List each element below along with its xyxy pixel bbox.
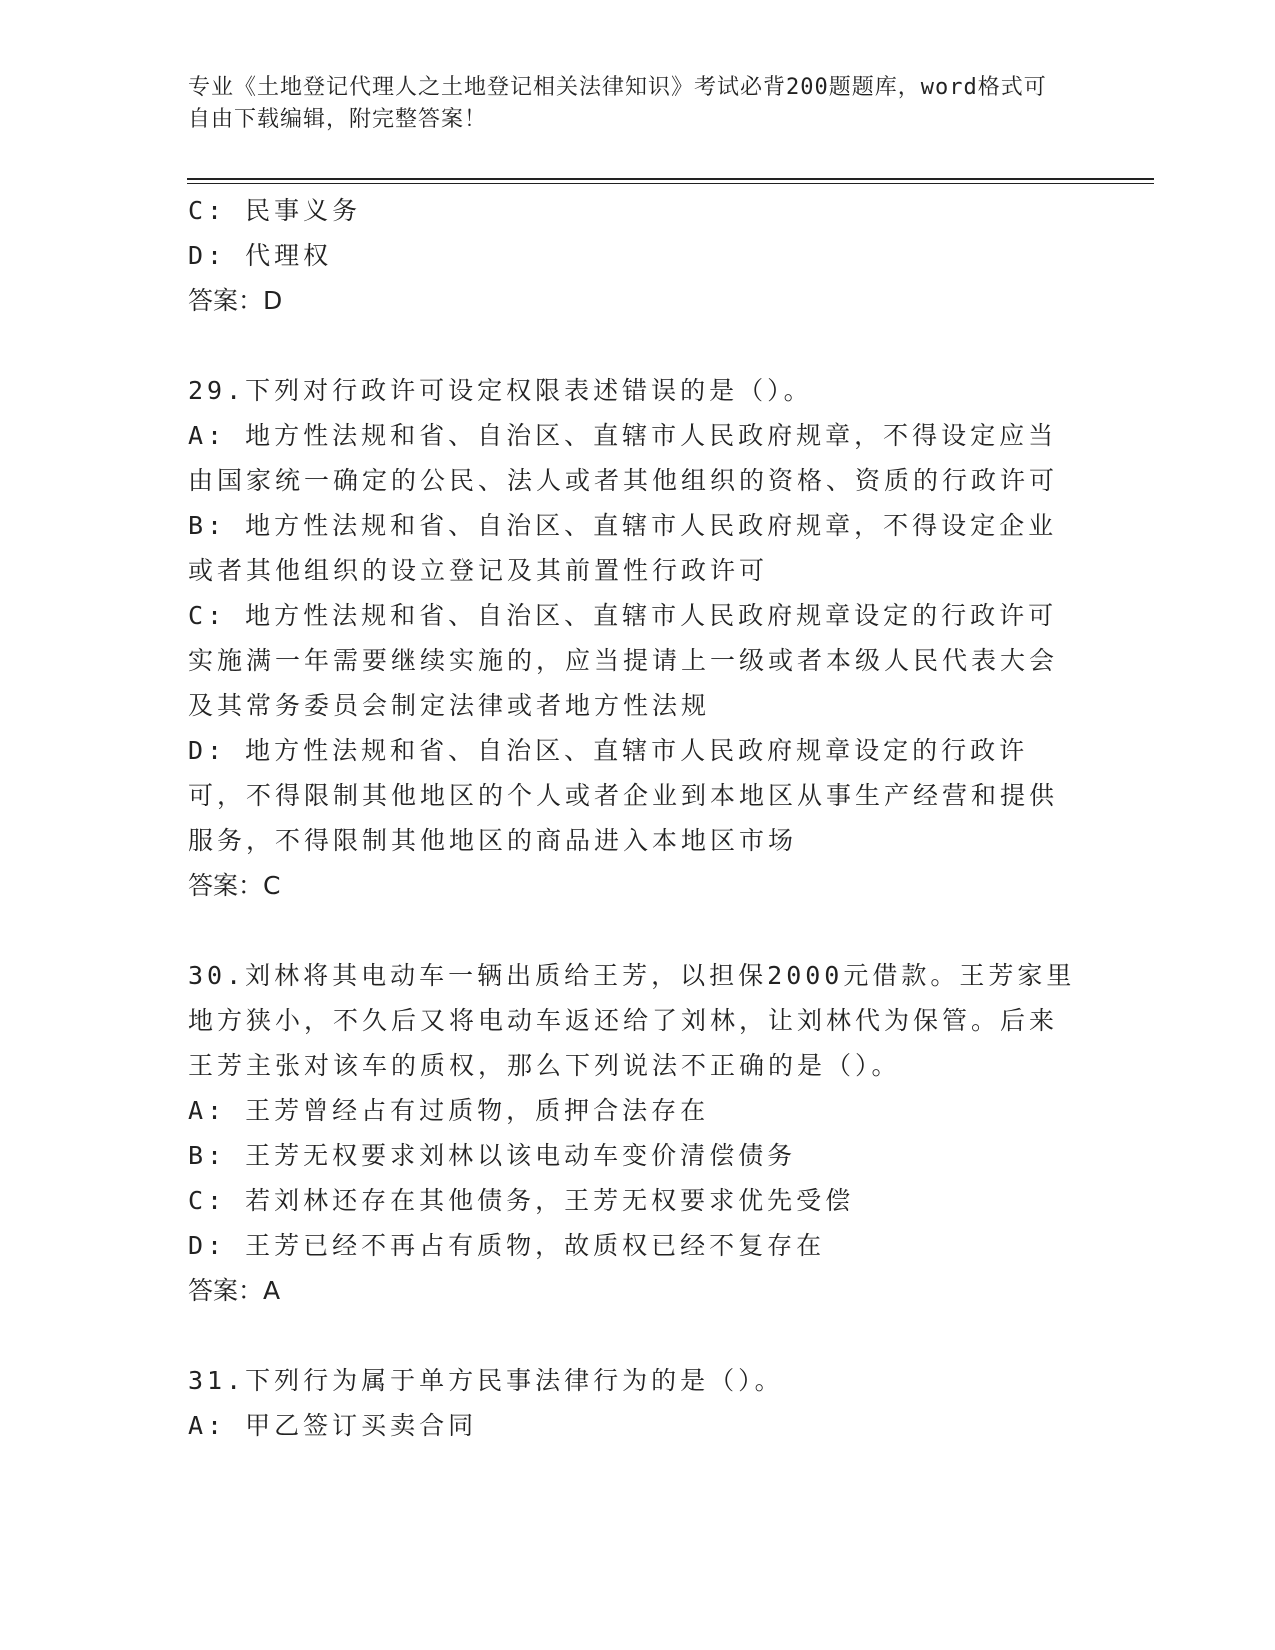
question-content (188, 188, 1078, 1448)
spacer (188, 323, 1078, 368)
q28-answer: 答案：D (188, 286, 283, 315)
spacer (188, 1313, 1078, 1358)
q30-option-b: B: 王芳无权要求刘林以该电动车变价清偿债务 (188, 1141, 797, 1170)
q30-option-c: C: 若刘林还存在其他债务，王芳无权要求优先受偿 (188, 1186, 855, 1215)
q29-option-c: C: 地方性法规和省、自治区、直辖市人民政府规章设定的行政许可实施满一年需要继续实施的，应当提请上一级或者本级人民代表大会及其常务委员会制定法律或者地方性法规 (188, 601, 1059, 720)
q30-question: 30.刘林将其电动车一辆出质给王芳，以担保2000元借款。王芳家里地方狭小，不久后又将电动车返还给了刘林，让刘林代为保管。后来王芳主张对该车的质权，那么下列说法不正确的是（）。 (188, 961, 1076, 1080)
q29-option-b: B: 地方性法规和省、自治区、直辖市人民政府规章，不得设定企业或者其他组织的设立登记及其前置性行政许可 (188, 511, 1058, 585)
q31-option-a: A: 甲乙签订买卖合同 (188, 1411, 478, 1440)
q30-answer: 答案：A (188, 1276, 281, 1305)
q28-option-c: C: 民事义务 (188, 196, 362, 225)
q30-option-d: D: 王芳已经不再占有质物，故质权已经不复存在 (188, 1231, 826, 1260)
q29-option-a: A: 地方性法规和省、自治区、直辖市人民政府规章，不得设定应当由国家统一确定的公民、法人或者其他组织的资格、资质的行政许可 (188, 421, 1059, 495)
q31-question: 31.下列行为属于单方民事法律行为的是（）。 (188, 1366, 784, 1395)
header-divider-thin (187, 183, 1154, 184)
q29-question: 29.下列对行政许可设定权限表述错误的是（）。 (188, 376, 813, 405)
document-header: 专业《土地登记代理人之土地登记相关法律知识》考试必背200题题库，word格式可自由下载编辑，附完整答案！ (188, 75, 1047, 132)
header-divider-thick (187, 178, 1154, 180)
q29-option-d: D: 地方性法规和省、自治区、直辖市人民政府规章设定的行政许可，不得限制其他地区的个人或者企业到本地区从事生产经营和提供服务，不得限制其他地区的商品进入本地区市场 (188, 736, 1059, 855)
q30-option-a: A: 王芳曾经占有过质物，质押合法存在 (188, 1096, 710, 1125)
q29-answer: 答案：C (188, 871, 281, 900)
spacer (188, 908, 1078, 953)
q28-option-d: D: 代理权 (188, 241, 333, 270)
